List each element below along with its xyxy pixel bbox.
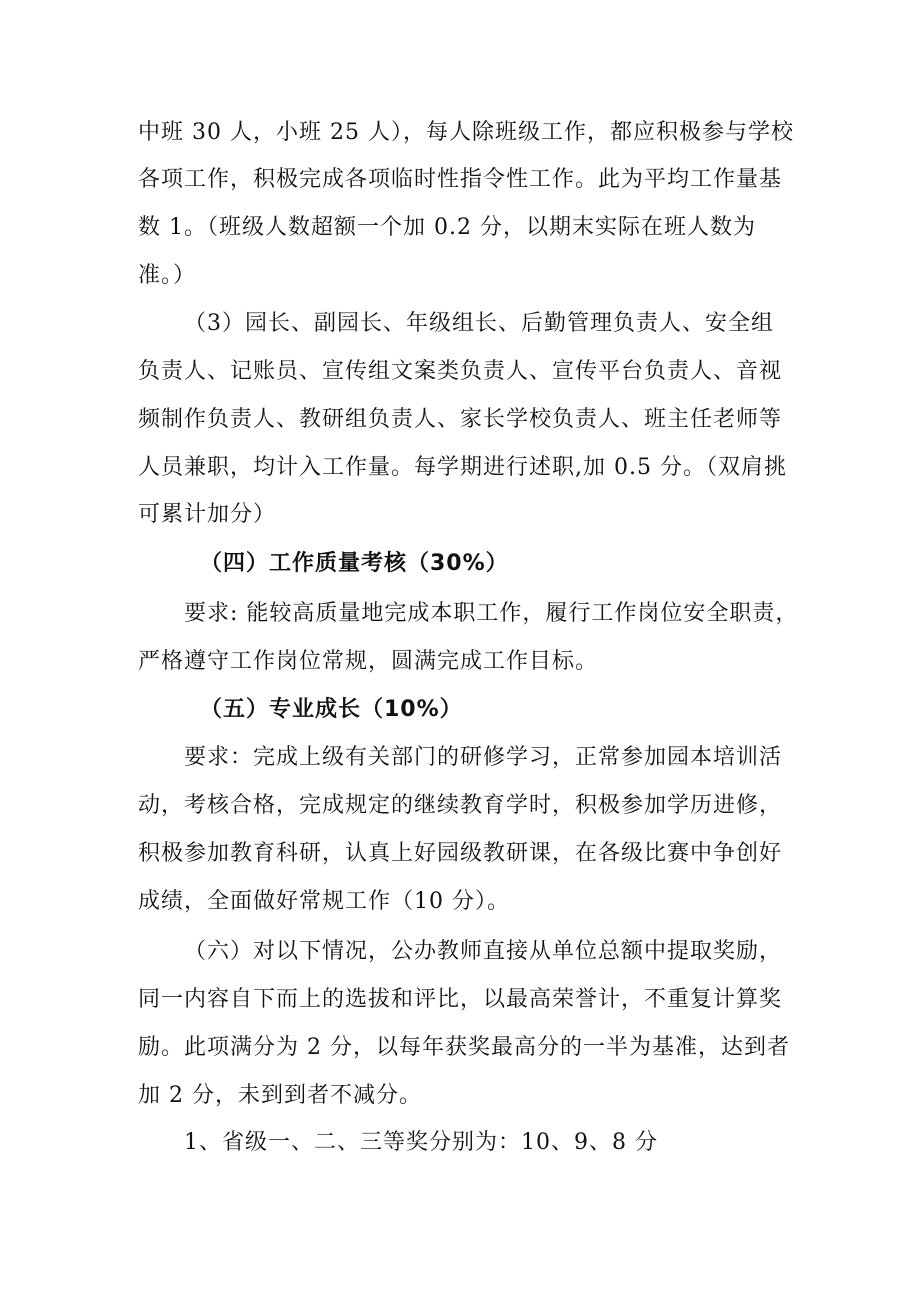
text-line: 励。此项满分为 2 分，以每年获奖最高分的一半为基准，达到者: [138, 1035, 790, 1060]
text-line: 可累计加分）: [138, 502, 277, 527]
text-line: （六）对以下情况，公办教师直接从单位总额中提取奖励，: [184, 939, 783, 964]
text-line: 要求：完成上级有关部门的研修学习，正常参加园本培训活: [184, 745, 783, 770]
text-line: 准。）: [138, 263, 197, 288]
text-line: 人员兼职，均计入工作量。每学期进行述职,加 0.5 分。（双肩挑: [138, 455, 787, 480]
text-line: 加 2 分，未到到者不减分。: [138, 1083, 422, 1108]
text-line: 动，考核合格，完成规定的继续教育学时，积极参加学历进修，: [138, 793, 783, 818]
text-line: 严格遵守工作岗位常规，圆满完成工作目标。: [138, 649, 599, 674]
text-line: 数 1。（班级人数超额一个加 0.2 分，以期末实际在班人数为: [138, 215, 756, 240]
text-line: 频制作负责人、教研组负责人、家长学校负责人、班主任老师等: [138, 407, 783, 432]
text-line: 中班 30 人，小班 25 人），每人除班级工作，都应积极参与学校: [138, 120, 794, 145]
text-line: 同一内容自下而上的选拔和评比，以最高荣誉计，不重复计算奖: [138, 987, 783, 1012]
section-heading-5: （五）专业成长（10%）: [200, 697, 463, 722]
text-line: 成绩，全面做好常规工作（10 分）。: [138, 889, 510, 914]
text-line: 要求: 能较高质量地完成本职工作，履行工作岗位安全职责，: [184, 601, 799, 626]
text-line: 积极参加教育科研，认真上好园级教研课，在各级比赛中争创好: [138, 841, 783, 866]
text-line: 各项工作，积极完成各项临时性指令性工作。此为平均工作量基: [138, 167, 783, 192]
list-item-1: 1、省级一、二、三等奖分别为：10、9、8 分: [184, 1130, 658, 1155]
section-heading-4: （四）工作质量考核（30%）: [200, 551, 509, 576]
text-line: （3）园长、副园长、年级组长、后勤管理负责人、安全组: [184, 311, 774, 336]
text-line: 负责人、记账员、宣传组文案类负责人、宣传平台负责人、音视: [138, 359, 783, 384]
